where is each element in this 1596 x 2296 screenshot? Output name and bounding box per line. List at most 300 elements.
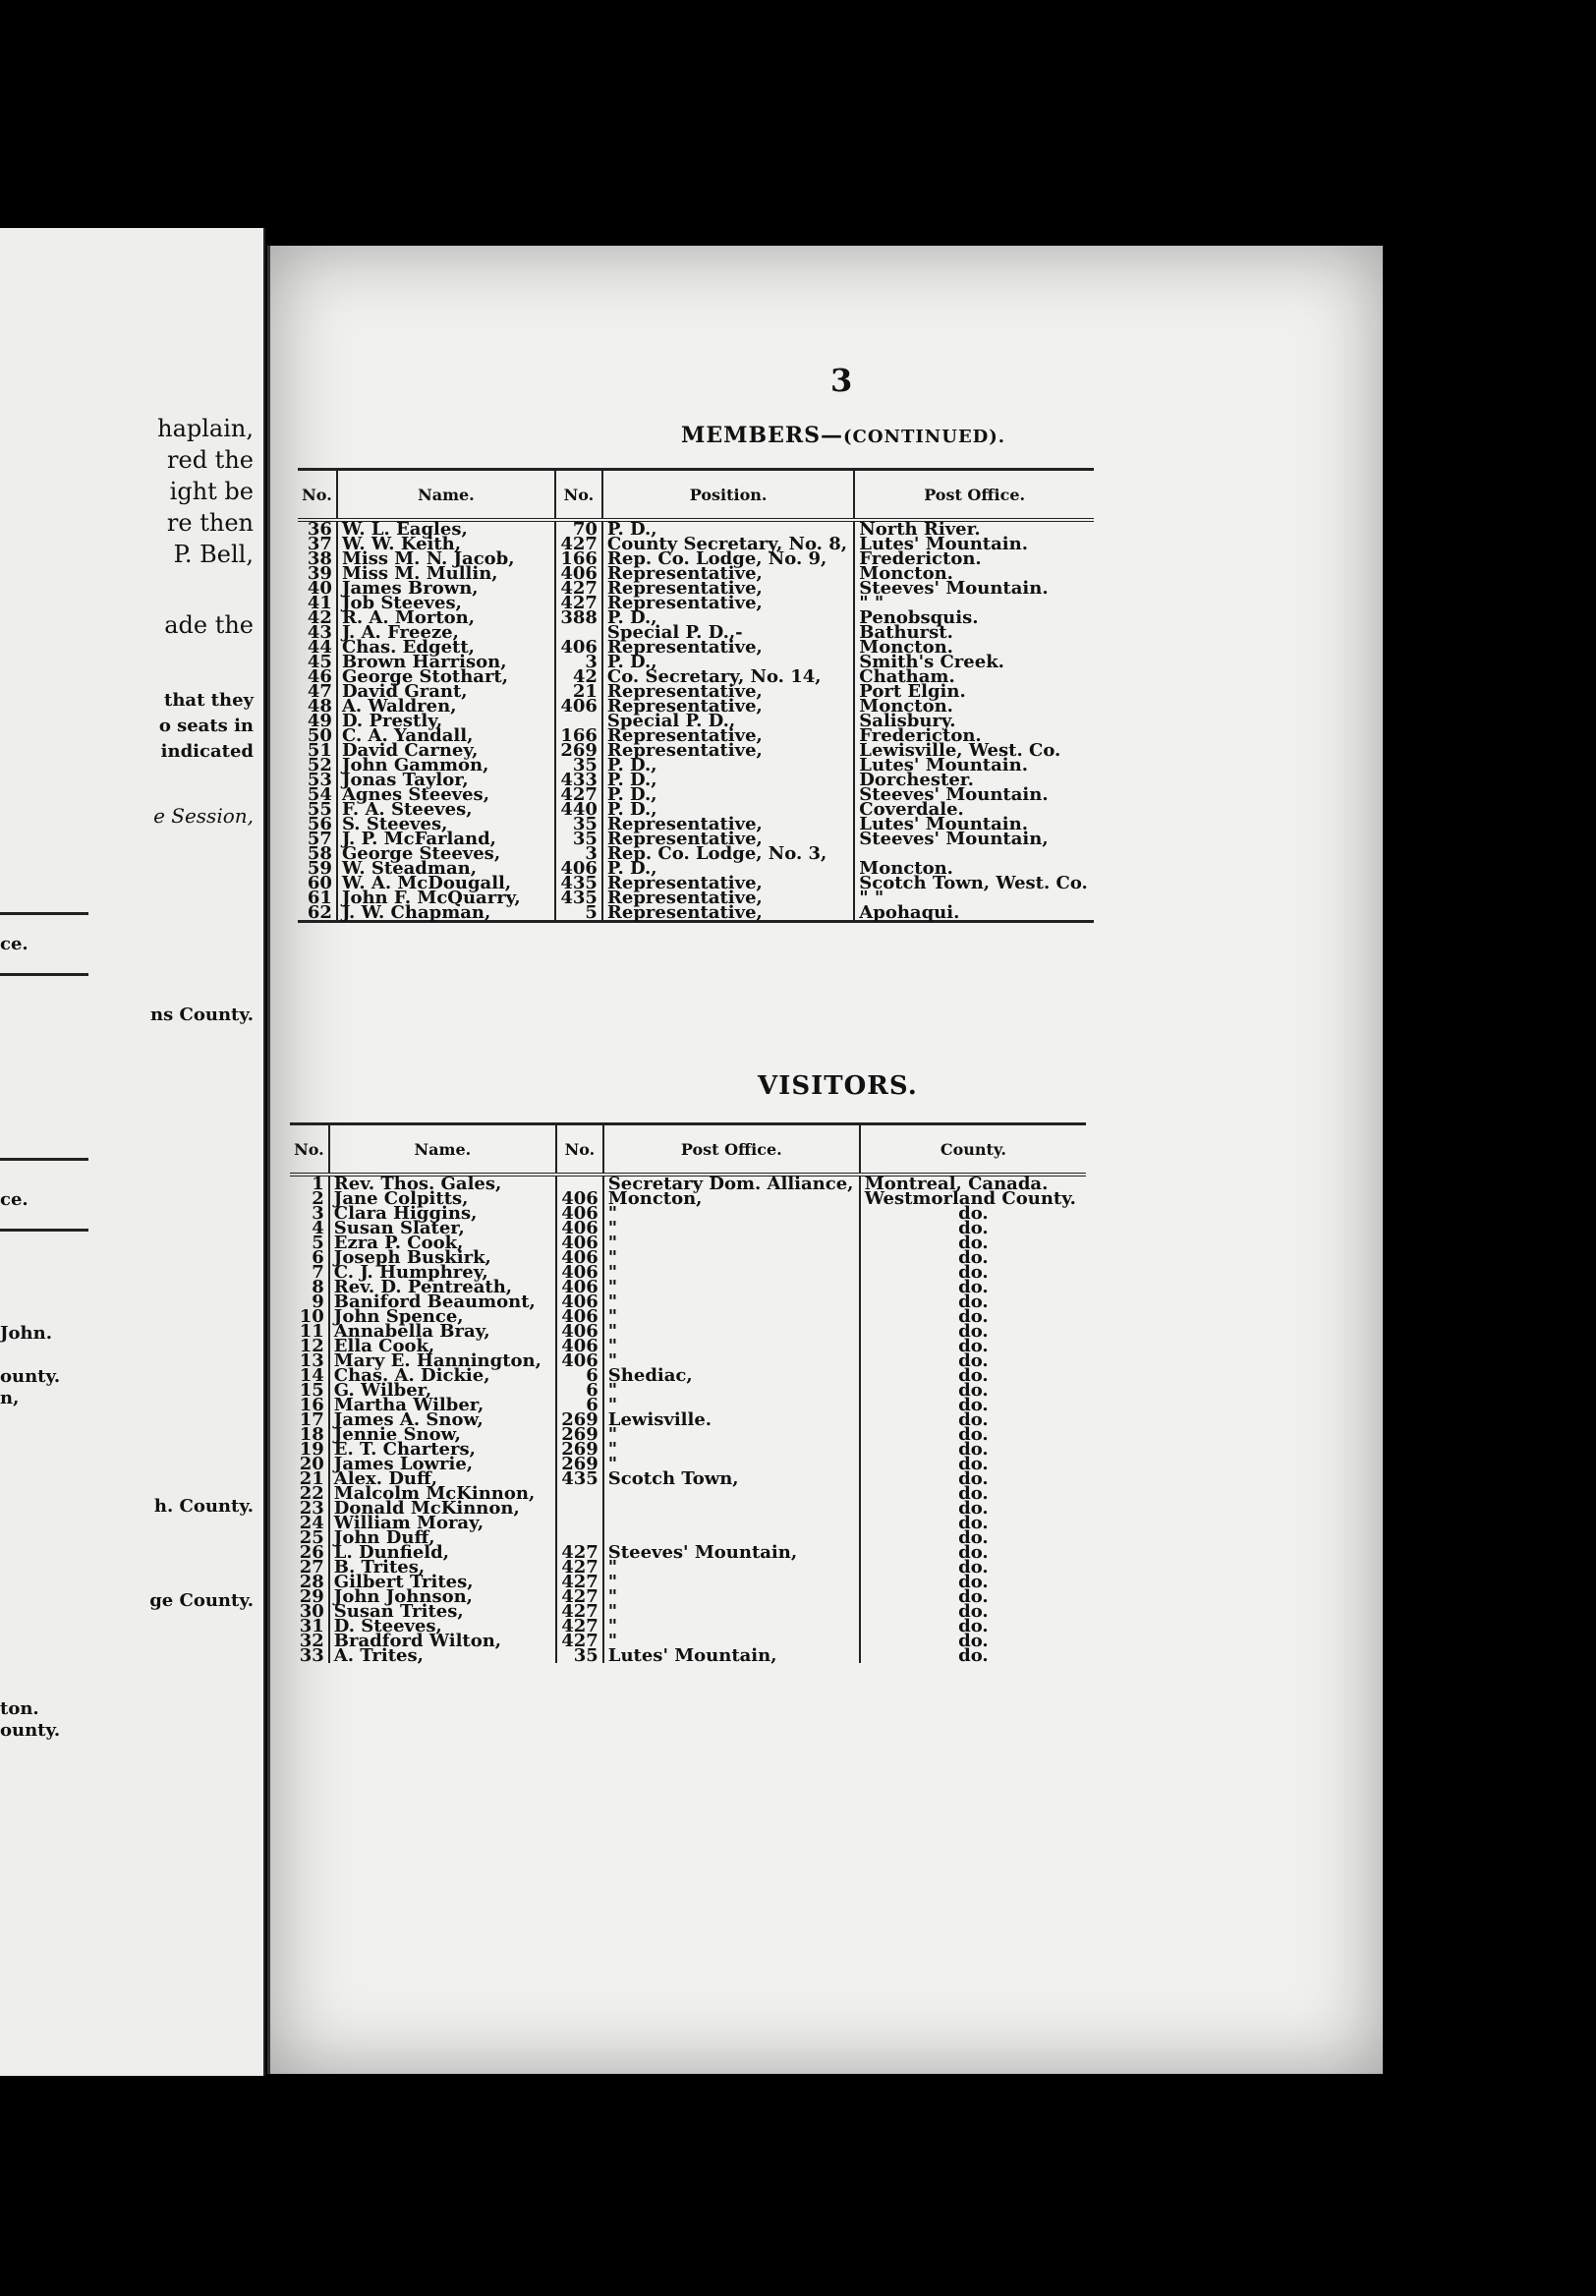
cell-col4: " — [603, 1383, 860, 1398]
cell-name: Mary E. Hannington, — [329, 1353, 556, 1368]
left-text-line: h. County. — [153, 1496, 254, 1517]
members-title-main: MEMBERS— — [681, 423, 844, 448]
cell-col4: Representative, — [602, 581, 854, 596]
cell-col5: do. — [958, 1306, 989, 1327]
left-text-line: red the — [167, 446, 254, 474]
cell-lodge-no: 406 — [556, 1250, 603, 1265]
cell-col4: " — [603, 1634, 860, 1648]
cell-no: 45 — [298, 655, 337, 669]
cell-name: Rev. D. Pentreath, — [329, 1280, 556, 1294]
col-header-post-office: Post Office. — [603, 1124, 860, 1176]
cell-name: Rev. Thos. Gales, — [329, 1175, 556, 1191]
cell-col4: Representative, — [602, 684, 854, 699]
cell-no: 17 — [290, 1412, 329, 1427]
cell-col5: Bathurst. — [859, 622, 953, 643]
cell-no: 40 — [298, 581, 337, 596]
cell-lodge-no: 269 — [556, 1427, 603, 1442]
cell-lodge-no: 406 — [556, 1221, 603, 1235]
cell-lodge-no: 269 — [556, 1412, 603, 1427]
cell-col4: " — [603, 1457, 860, 1471]
cell-lodge-no: 35 — [555, 832, 602, 846]
cell-no: 39 — [298, 566, 337, 581]
cell-no: 29 — [290, 1589, 329, 1604]
cell-col5: Steeves' Mountain. — [859, 578, 1049, 599]
cell-no: 42 — [298, 610, 337, 625]
cell-lodge-no: 269 — [555, 743, 602, 758]
cell-no: 21 — [290, 1471, 329, 1486]
cell-no: 30 — [290, 1604, 329, 1619]
cell-col4: Representative, — [602, 566, 854, 581]
cell-name: James Brown, — [337, 581, 555, 596]
cell-col4: " — [603, 1250, 860, 1265]
cell-col5: Steeves' Mountain. — [859, 784, 1049, 805]
cell-col5: do. — [958, 1468, 989, 1489]
cell-name: W. A. McDougall, — [337, 876, 555, 890]
cell-no: 22 — [290, 1486, 329, 1501]
cell-col5: do. — [958, 1542, 989, 1563]
cell-col4: Lutes' Mountain, — [603, 1648, 860, 1663]
cell-no: 52 — [298, 758, 337, 773]
cell-lodge-no: 3 — [555, 655, 602, 669]
cell-col5: Steeves' Mountain, — [859, 829, 1049, 849]
left-text-line: n, — [0, 1388, 20, 1408]
cell-no: 58 — [298, 846, 337, 861]
cell-no: 14 — [290, 1368, 329, 1383]
cell-name: Joseph Buskirk, — [329, 1250, 556, 1265]
cell-col5: " " — [859, 593, 884, 613]
cell-lodge-no: 406 — [556, 1353, 603, 1368]
cell-col4: P. D., — [602, 773, 854, 787]
cell-name: John F. McQuarry, — [337, 890, 555, 905]
cell-col5: do. — [958, 1321, 989, 1342]
cell-col4: P. D., — [602, 787, 854, 802]
cell-name: David Carney, — [337, 743, 555, 758]
cell-no: 37 — [298, 537, 337, 551]
cell-no: 56 — [298, 817, 337, 832]
cell-lodge-no: 42 — [555, 669, 602, 684]
cell-col4: P. D., — [602, 520, 854, 537]
cell-name: Agnes Steeves, — [337, 787, 555, 802]
cell-no: 60 — [298, 876, 337, 890]
left-text-line: o seats in — [158, 716, 254, 736]
cell-col4: P. D., — [602, 655, 854, 669]
cell-col5: Apohaqui. — [859, 902, 960, 923]
cell-name: Baniford Beaumont, — [329, 1294, 556, 1309]
cell-col5: do. — [958, 1645, 989, 1666]
cell-no: 9 — [290, 1294, 329, 1309]
cell-no: 18 — [290, 1427, 329, 1442]
cell-name: Annabella Bray, — [329, 1324, 556, 1339]
cell-name: Jennie Snow, — [329, 1427, 556, 1442]
members-section-title — [681, 423, 1005, 448]
cell-no: 51 — [298, 743, 337, 758]
cell-name: Martha Wilber, — [329, 1398, 556, 1412]
cell-lodge-no: 21 — [555, 684, 602, 699]
cell-col5: do. — [958, 1557, 989, 1578]
cell-name: Ezra P. Cook, — [329, 1235, 556, 1250]
cell-col5: Penobsquis. — [859, 607, 979, 628]
cell-no: 59 — [298, 861, 337, 876]
visitors-section-title: VISITORS. — [758, 1071, 918, 1101]
cell-col5: do. — [958, 1350, 989, 1371]
cell-col4: Representative, — [602, 743, 854, 758]
left-page-fragment — [0, 228, 265, 2076]
left-text-line: ade the — [164, 611, 254, 639]
cell-lodge-no: 406 — [556, 1309, 603, 1324]
cell-no: 3 — [290, 1206, 329, 1221]
cell-col4: " — [603, 1235, 860, 1250]
cell-lodge-no: 35 — [556, 1648, 603, 1663]
cell-name: Donald McKinnon, — [329, 1501, 556, 1516]
cell-lodge-no: 406 — [556, 1280, 603, 1294]
cell-col5: " " — [859, 888, 884, 908]
left-text-line: ight be — [169, 478, 254, 505]
cell-col4: " — [603, 1280, 860, 1294]
left-text-line: ge County. — [149, 1590, 254, 1611]
cell-lodge-no: 70 — [555, 520, 602, 537]
cell-no: 32 — [290, 1634, 329, 1648]
cell-lodge-no: 406 — [555, 566, 602, 581]
cell-col5: Moncton. — [859, 563, 953, 584]
cell-name: W. L. Eagles, — [337, 520, 555, 537]
cell-no: 57 — [298, 832, 337, 846]
cell-lodge-no: 269 — [556, 1442, 603, 1457]
cell-no: 13 — [290, 1353, 329, 1368]
cell-lodge-no: 406 — [556, 1235, 603, 1250]
cell-col4: " — [603, 1353, 860, 1368]
left-rule — [0, 912, 88, 915]
cell-col5: Port Elgin. — [859, 681, 966, 702]
cell-name: Chas. Edgett, — [337, 640, 555, 655]
cell-no: 49 — [298, 714, 337, 728]
cell-col4: Representative, — [602, 876, 854, 890]
left-text-line: ton. — [0, 1698, 39, 1719]
cell-col5: do. — [958, 1277, 989, 1297]
cell-col5: Moncton. — [859, 637, 953, 658]
cell-col4: Rep. Co. Lodge, No. 9, — [602, 551, 854, 566]
cell-lodge-no: 427 — [555, 537, 602, 551]
cell-no: 10 — [290, 1309, 329, 1324]
cell-no: 20 — [290, 1457, 329, 1471]
cell-name: J. W. Chapman, — [337, 905, 555, 922]
cell-lodge-no: 406 — [556, 1339, 603, 1353]
cell-col4: Scotch Town, — [603, 1471, 860, 1486]
cell-col5: Montreal, Canada. — [864, 1174, 1049, 1194]
cell-col5: do. — [958, 1616, 989, 1636]
cell-col5: Lewisville, West. Co. — [859, 740, 1061, 761]
cell-col4: Representative, — [602, 699, 854, 714]
cell-lodge-no: 166 — [555, 728, 602, 743]
left-text-line: that they — [164, 690, 254, 711]
cell-col4: Representative, — [602, 728, 854, 743]
cell-col4: P. D., — [602, 861, 854, 876]
cell-name: A. Waldren, — [337, 699, 555, 714]
cell-no: 53 — [298, 773, 337, 787]
cell-col5: do. — [958, 1395, 989, 1415]
cell-name: C. J. Humphrey, — [329, 1265, 556, 1280]
cell-col4: " — [603, 1589, 860, 1604]
cell-col5: Scotch Town, West. Co. — [859, 873, 1088, 893]
cell-no: 61 — [298, 890, 337, 905]
cell-col5: do. — [958, 1572, 989, 1592]
cell-no: 24 — [290, 1516, 329, 1530]
left-rule — [0, 1158, 88, 1161]
cell-lodge-no: 406 — [555, 699, 602, 714]
cell-lodge-no: 427 — [556, 1545, 603, 1560]
cell-no: 50 — [298, 728, 337, 743]
cell-lodge-no: 406 — [556, 1324, 603, 1339]
col-header-post-office: Post Office. — [854, 470, 1094, 521]
left-rule — [0, 973, 88, 976]
cell-col4: " — [603, 1427, 860, 1442]
cell-col5: do. — [958, 1483, 989, 1504]
cell-lodge-no: 427 — [555, 787, 602, 802]
cell-col4: Representative, — [602, 640, 854, 655]
cell-name: J. A. Freeze, — [337, 625, 555, 640]
cell-lodge-no: 406 — [556, 1206, 603, 1221]
cell-lodge-no: 433 — [555, 773, 602, 787]
col-header-lodge-no: No. — [555, 470, 602, 521]
cell-col5: do. — [958, 1439, 989, 1460]
cell-lodge-no: 35 — [555, 817, 602, 832]
cell-col5: Westmorland County. — [864, 1188, 1076, 1209]
cell-name: David Grant, — [337, 684, 555, 699]
cell-col4: Special P. D., — [602, 714, 854, 728]
cell-name: Brown Harrison, — [337, 655, 555, 669]
cell-no: 8 — [290, 1280, 329, 1294]
cell-lodge-no — [556, 1516, 603, 1530]
cell-no: 28 — [290, 1575, 329, 1589]
col-header-name: Name. — [337, 470, 555, 521]
cell-lodge-no: 406 — [556, 1294, 603, 1309]
cell-col5: do. — [958, 1203, 989, 1224]
cell-no: 1 — [290, 1175, 329, 1191]
cell-lodge-no: 427 — [556, 1560, 603, 1575]
cell-name: B. Trites, — [329, 1560, 556, 1575]
cell-col4: " — [603, 1560, 860, 1575]
cell-name: George Steeves, — [337, 846, 555, 861]
cell-name: James Lowrie, — [329, 1457, 556, 1471]
cell-no: 25 — [290, 1530, 329, 1545]
cell-col5: Fredericton. — [859, 548, 982, 569]
cell-col5: Moncton. — [859, 696, 953, 717]
cell-col4 — [603, 1501, 860, 1516]
cell-col4: County Secretary, No. 8, — [602, 537, 854, 551]
cell-col4: " — [603, 1265, 860, 1280]
cell-lodge-no — [556, 1501, 603, 1516]
cell-lodge-no: 388 — [555, 610, 602, 625]
cell-no: 6 — [290, 1250, 329, 1265]
cell-col4: Rep. Co. Lodge, No. 3, — [602, 846, 854, 861]
cell-name: William Moray, — [329, 1516, 556, 1530]
cell-no: 15 — [290, 1383, 329, 1398]
cell-no: 27 — [290, 1560, 329, 1575]
cell-col5: do. — [958, 1586, 989, 1607]
left-text-line: e Session, — [153, 804, 254, 828]
cell-no: 46 — [298, 669, 337, 684]
cell-col4: " — [603, 1442, 860, 1457]
cell-lodge-no: 6 — [556, 1368, 603, 1383]
cell-name: A. Trites, — [329, 1648, 556, 1663]
cell-col5: do. — [958, 1631, 989, 1651]
cell-name: Malcolm McKinnon, — [329, 1486, 556, 1501]
page-number: 3 — [830, 362, 853, 399]
cell-no: 48 — [298, 699, 337, 714]
cell-col5: do. — [958, 1380, 989, 1401]
cell-lodge-no: 427 — [555, 581, 602, 596]
cell-lodge-no: 406 — [556, 1191, 603, 1206]
cell-no: 2 — [290, 1191, 329, 1206]
cell-col4: P. D., — [602, 802, 854, 817]
members-table — [298, 468, 1094, 923]
cell-lodge-no: 427 — [556, 1619, 603, 1634]
cell-col5: do. — [958, 1292, 989, 1312]
cell-col5: do. — [958, 1513, 989, 1533]
left-text-line: John. — [0, 1323, 52, 1344]
cell-lodge-no: 435 — [556, 1471, 603, 1486]
cell-no: 26 — [290, 1545, 329, 1560]
cell-no: 19 — [290, 1442, 329, 1457]
cell-name: W. W. Keith, — [337, 537, 555, 551]
left-text-line: ce. — [0, 1189, 28, 1210]
cell-no: 7 — [290, 1265, 329, 1280]
cell-name: C. A. Yandall, — [337, 728, 555, 743]
cell-col4 — [603, 1516, 860, 1530]
visitors-header-row — [290, 1124, 1086, 1176]
cell-col4: Special P. D.,- — [602, 625, 854, 640]
cell-col4: " — [603, 1575, 860, 1589]
cell-col5: do. — [958, 1365, 989, 1386]
cell-name: Alex. Duff, — [329, 1471, 556, 1486]
cell-col4: " — [603, 1339, 860, 1353]
cell-col4: Representative, — [602, 832, 854, 846]
cell-lodge-no: 435 — [555, 890, 602, 905]
cell-name: D. Prestly, — [337, 714, 555, 728]
cell-name: Chas. A. Dickie, — [329, 1368, 556, 1383]
cell-no: 36 — [298, 520, 337, 537]
cell-no: 4 — [290, 1221, 329, 1235]
cell-col5: Lutes' Mountain. — [859, 534, 1028, 554]
cell-col4: Secretary Dom. Alliance, — [603, 1175, 860, 1191]
col-header-no: No. — [298, 470, 337, 521]
cell-col4: " — [603, 1309, 860, 1324]
cell-col4: P. D., — [602, 610, 854, 625]
cell-no: 62 — [298, 905, 337, 922]
members-title-suffix: (CONTINUED). — [843, 427, 1006, 447]
cell-no: 12 — [290, 1339, 329, 1353]
cell-lodge-no: 406 — [556, 1265, 603, 1280]
member-row — [298, 905, 1094, 922]
cell-lodge-no: 166 — [555, 551, 602, 566]
col-header-lodge-no: No. — [556, 1124, 603, 1176]
cell-col4: Moncton, — [603, 1191, 860, 1206]
cell-name: Jonas Taylor, — [337, 773, 555, 787]
cell-no: 38 — [298, 551, 337, 566]
cell-col5: Moncton. — [859, 858, 953, 879]
cell-no: 33 — [290, 1648, 329, 1663]
cell-no: 16 — [290, 1398, 329, 1412]
cell-name: Jane Colpitts, — [329, 1191, 556, 1206]
cell-col4: Steeves' Mountain, — [603, 1545, 860, 1560]
cell-col4: " — [603, 1604, 860, 1619]
cell-no: 44 — [298, 640, 337, 655]
cell-no: 41 — [298, 596, 337, 610]
left-text-line: ounty. — [0, 1720, 61, 1741]
cell-lodge-no: 406 — [555, 861, 602, 876]
cell-no: 23 — [290, 1501, 329, 1516]
cell-col5: do. — [958, 1498, 989, 1519]
cell-col5: Salisbury. — [859, 711, 956, 731]
cell-col5: do. — [958, 1233, 989, 1253]
cell-name: Bradford Wilton, — [329, 1634, 556, 1648]
cell-col4: " — [603, 1206, 860, 1221]
right-page — [267, 246, 1383, 2074]
cell-name: W. Steadman, — [337, 861, 555, 876]
cell-lodge-no: 406 — [555, 640, 602, 655]
cell-col4: " — [603, 1221, 860, 1235]
cell-col5: Chatham. — [859, 666, 955, 687]
cell-col4: Lewisville. — [603, 1412, 860, 1427]
cell-name: J. P. McFarland, — [337, 832, 555, 846]
cell-name: L. Dunfield, — [329, 1545, 556, 1560]
cell-name: Ella Cook, — [329, 1339, 556, 1353]
cell-col5: do. — [958, 1336, 989, 1356]
cell-col4: Co. Secretary, No. 14, — [602, 669, 854, 684]
cell-lodge-no: 435 — [555, 876, 602, 890]
cell-col5: do. — [958, 1218, 989, 1238]
col-header-no: No. — [290, 1124, 329, 1176]
left-text-line: haplain, — [157, 415, 254, 442]
cell-no: 54 — [298, 787, 337, 802]
cell-col5: do. — [958, 1601, 989, 1622]
cell-no: 55 — [298, 802, 337, 817]
cell-col5: Lutes' Mountain. — [859, 814, 1028, 834]
cell-no: 5 — [290, 1235, 329, 1250]
cell-lodge-no: 427 — [556, 1604, 603, 1619]
left-text-line: ounty. — [0, 1366, 61, 1387]
left-text-line: indicated — [160, 741, 254, 762]
cell-name: Gilbert Trites, — [329, 1575, 556, 1589]
cell-col5: Smith's Creek. — [859, 652, 1004, 672]
cell-col5: Coverdale. — [859, 799, 964, 820]
cell-lodge-no: 269 — [556, 1457, 603, 1471]
cell-col4: Representative, — [602, 890, 854, 905]
col-header-name: Name. — [329, 1124, 556, 1176]
cell-col5: do. — [958, 1454, 989, 1474]
left-text-line: re then — [166, 509, 254, 537]
cell-col4: " — [603, 1324, 860, 1339]
cell-lodge-no: 427 — [556, 1575, 603, 1589]
cell-col5: Lutes' Mountain. — [859, 755, 1028, 775]
col-header-county: County. — [860, 1124, 1086, 1176]
cell-col4: Representative, — [602, 596, 854, 610]
col-header-position: Position. — [602, 470, 854, 521]
cell-name: Susan Slater, — [329, 1221, 556, 1235]
cell-col5: do. — [958, 1409, 989, 1430]
cell-name: Clara Higgins, — [329, 1206, 556, 1221]
cell-lodge-no: 5 — [555, 905, 602, 922]
cell-col5: Dorchester. — [859, 770, 974, 790]
cell-col4: Representative, — [602, 905, 854, 922]
left-rule — [0, 1229, 88, 1232]
cell-name: Miss M. Mullin, — [337, 566, 555, 581]
cell-col5: do. — [958, 1527, 989, 1548]
visitors-table — [290, 1122, 1086, 1666]
cell-col4: " — [603, 1398, 860, 1412]
cell-no: 47 — [298, 684, 337, 699]
cell-col5: North River. — [859, 519, 981, 540]
cell-name: S. Steeves, — [337, 817, 555, 832]
